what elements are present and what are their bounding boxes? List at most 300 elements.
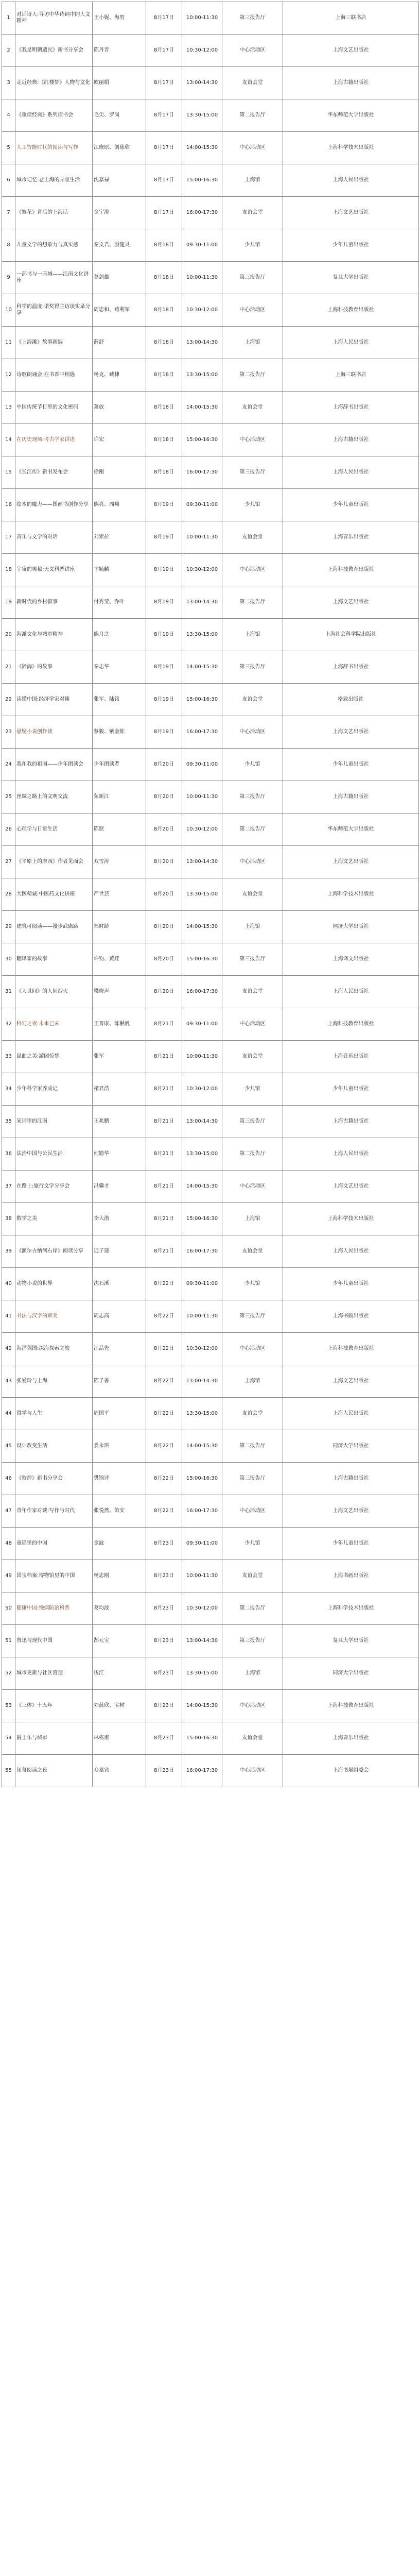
row-number: 20 bbox=[2, 619, 15, 651]
row-number: 22 bbox=[2, 684, 15, 716]
row-number: 41 bbox=[2, 1300, 15, 1333]
event-title: 数学之美 bbox=[15, 1203, 93, 1235]
guest-names: 冯骥才 bbox=[93, 1171, 146, 1203]
event-title: 海派文化与城市精神 bbox=[15, 619, 93, 651]
host-organization: 少年儿童出版社 bbox=[283, 1073, 419, 1106]
event-title: 在历史现场:考古学家讲述 bbox=[15, 424, 93, 456]
row-number: 4 bbox=[2, 99, 15, 132]
event-venue: 第三报告厅 bbox=[222, 943, 283, 976]
event-time: 10:30-12:00 bbox=[182, 294, 222, 327]
guest-names: 萧放 bbox=[93, 392, 146, 424]
event-venue: 上海馆 bbox=[222, 1203, 283, 1235]
event-date: 8月21日 bbox=[146, 1171, 182, 1203]
table-row bbox=[2, 1495, 419, 1528]
table-row bbox=[2, 1235, 419, 1268]
row-number: 55 bbox=[2, 1755, 15, 1787]
guest-names: 少年朗读者 bbox=[93, 749, 146, 781]
event-venue: 第三报告厅 bbox=[222, 2, 283, 35]
event-date: 8月22日 bbox=[146, 1430, 182, 1463]
row-number: 35 bbox=[2, 1106, 15, 1138]
guest-names: 张悦然、笛安 bbox=[93, 1495, 146, 1528]
table-row bbox=[2, 424, 419, 456]
event-venue: 第三报告厅 bbox=[222, 262, 283, 294]
row-number: 26 bbox=[2, 814, 15, 846]
host-organization: 少年儿童出版社 bbox=[283, 1528, 419, 1560]
event-time: 13:00-14:30 bbox=[182, 1625, 222, 1657]
event-date: 8月22日 bbox=[146, 1463, 182, 1495]
event-time: 16:00-17:30 bbox=[182, 1755, 222, 1787]
event-title: 《三体》十五年 bbox=[15, 1690, 93, 1722]
event-date: 8月18日 bbox=[146, 229, 182, 262]
event-venue: 友谊会堂 bbox=[222, 197, 283, 229]
event-date: 8月17日 bbox=[146, 132, 182, 164]
host-organization: 上海古籍出版社 bbox=[283, 1463, 419, 1495]
event-venue: 第二报告厅 bbox=[222, 1430, 283, 1463]
event-time: 10:30-12:00 bbox=[182, 1073, 222, 1106]
table-row bbox=[2, 619, 419, 651]
row-number: 46 bbox=[2, 1463, 15, 1495]
event-time: 13:30-15:00 bbox=[182, 619, 222, 651]
table-row bbox=[2, 456, 419, 489]
event-date: 8月19日 bbox=[146, 716, 182, 749]
event-title: 动物小说的世界 bbox=[15, 1268, 93, 1300]
event-title: 健康中国:慢病防治科普 bbox=[15, 1592, 93, 1625]
host-organization: 格致出版社 bbox=[283, 684, 419, 716]
host-organization: 上海书展组委会 bbox=[283, 1755, 419, 1787]
row-number: 45 bbox=[2, 1430, 15, 1463]
event-time: 14:00-15:30 bbox=[182, 651, 222, 684]
event-title: 人工智能时代的阅读与写作 bbox=[15, 132, 93, 164]
event-schedule-table bbox=[2, 2, 419, 1787]
event-date: 8月22日 bbox=[146, 1495, 182, 1528]
event-time: 09:30-11:00 bbox=[182, 749, 222, 781]
table-row bbox=[2, 521, 419, 554]
row-number: 48 bbox=[2, 1528, 15, 1560]
event-venue: 第三报告厅 bbox=[222, 651, 283, 684]
event-date: 8月22日 bbox=[146, 1268, 182, 1300]
event-date: 8月21日 bbox=[146, 1106, 182, 1138]
event-time: 13:30-15:00 bbox=[182, 878, 222, 911]
event-time: 10:30-12:00 bbox=[182, 35, 222, 67]
event-title: 法治中国与公民生活 bbox=[15, 1138, 93, 1171]
guest-names: 周国平 bbox=[93, 1398, 146, 1430]
host-organization: 上海社会科学院出版社 bbox=[283, 619, 419, 651]
event-time: 09:30-11:00 bbox=[182, 1268, 222, 1300]
event-title: 诗歌朗诵会:在书香中相遇 bbox=[15, 359, 93, 392]
table-row bbox=[2, 489, 419, 521]
host-organization: 上海人民出版社 bbox=[283, 1398, 419, 1430]
host-organization: 上海人民出版社 bbox=[283, 1235, 419, 1268]
event-venue: 第三报告厅 bbox=[222, 1463, 283, 1495]
event-time: 15:00-16:30 bbox=[182, 684, 222, 716]
guest-names: 徐刚 bbox=[93, 456, 146, 489]
host-organization: 上海古籍出版社 bbox=[283, 1106, 419, 1138]
guest-names: 江晓原、刘慈欣 bbox=[93, 132, 146, 164]
guest-names: 娄永琪 bbox=[93, 1430, 146, 1463]
guest-names: 薛舒 bbox=[93, 327, 146, 359]
event-time: 13:00-14:30 bbox=[182, 67, 222, 99]
event-venue: 中心活动区 bbox=[222, 1008, 283, 1041]
table-row bbox=[2, 1430, 419, 1463]
host-organization: 上海文艺出版社 bbox=[283, 197, 419, 229]
guest-names: 杨志刚 bbox=[93, 1560, 146, 1592]
table-row bbox=[2, 554, 419, 586]
host-organization: 上海文艺出版社 bbox=[283, 1495, 419, 1528]
event-title: 《我是明朝遗民》新书分享会 bbox=[15, 35, 93, 67]
event-venue: 中心活动区 bbox=[222, 846, 283, 878]
event-venue: 中心活动区 bbox=[222, 1171, 283, 1203]
event-venue: 友谊会堂 bbox=[222, 684, 283, 716]
event-venue: 友谊会堂 bbox=[222, 1235, 283, 1268]
guest-names: 葛剑雄 bbox=[93, 262, 146, 294]
table-row bbox=[2, 1463, 419, 1495]
guest-names: 秦文君、殷健灵 bbox=[93, 229, 146, 262]
guest-names: 王小妮、海男 bbox=[93, 2, 146, 35]
table-row bbox=[2, 1657, 419, 1690]
guest-names: 金波 bbox=[93, 1528, 146, 1560]
guest-names: 张军、陆铭 bbox=[93, 684, 146, 716]
table-row bbox=[2, 132, 419, 164]
host-organization: 上海科学技术出版社 bbox=[283, 132, 419, 164]
event-time: 10:00-11:30 bbox=[182, 1041, 222, 1073]
event-venue: 少儿馆 bbox=[222, 1528, 283, 1560]
event-title: 心理学与日常生活 bbox=[15, 814, 93, 846]
event-title: 悬疑小说创作谈 bbox=[15, 716, 93, 749]
row-number: 10 bbox=[2, 294, 15, 327]
event-venue: 友谊会堂 bbox=[222, 878, 283, 911]
row-number: 29 bbox=[2, 911, 15, 943]
event-title: 海洋强国:深海探索之旅 bbox=[15, 1333, 93, 1365]
event-venue: 中心活动区 bbox=[222, 1755, 283, 1787]
table-row bbox=[2, 1755, 419, 1787]
event-time: 15:00-16:30 bbox=[182, 1722, 222, 1755]
guest-names: 陈默 bbox=[93, 814, 146, 846]
event-time: 15:00-16:30 bbox=[182, 424, 222, 456]
event-venue: 友谊会堂 bbox=[222, 1398, 283, 1430]
row-number: 23 bbox=[2, 716, 15, 749]
event-title: 绘本的魔力——图画书创作分享 bbox=[15, 489, 93, 521]
event-date: 8月17日 bbox=[146, 35, 182, 67]
row-number: 2 bbox=[2, 35, 15, 67]
event-venue: 第三报告厅 bbox=[222, 1106, 283, 1138]
event-time: 13:00-14:30 bbox=[182, 846, 222, 878]
event-venue: 第二报告厅 bbox=[222, 1592, 283, 1625]
event-title: 科幻之夜:未来已来 bbox=[15, 1008, 93, 1041]
event-date: 8月20日 bbox=[146, 846, 182, 878]
host-organization: 上海文艺出版社 bbox=[283, 716, 419, 749]
event-time: 14:00-15:30 bbox=[182, 1171, 222, 1203]
event-date: 8月17日 bbox=[146, 99, 182, 132]
event-venue: 少儿馆 bbox=[222, 749, 283, 781]
event-date: 8月18日 bbox=[146, 424, 182, 456]
event-venue: 中心活动区 bbox=[222, 424, 283, 456]
event-date: 8月21日 bbox=[146, 1041, 182, 1073]
row-number: 24 bbox=[2, 749, 15, 781]
event-title: 读懂中国:经济学家对谈 bbox=[15, 684, 93, 716]
event-date: 8月20日 bbox=[146, 814, 182, 846]
event-time: 16:00-17:30 bbox=[182, 716, 222, 749]
table-row bbox=[2, 1625, 419, 1657]
event-title: 《敦煌》新书分享会 bbox=[15, 1463, 93, 1495]
host-organization: 上海科技教育出版社 bbox=[283, 294, 419, 327]
event-venue: 中心活动区 bbox=[222, 1333, 283, 1365]
host-organization: 上海辞书出版社 bbox=[283, 651, 419, 684]
host-organization: 少年儿童出版社 bbox=[283, 229, 419, 262]
row-number: 5 bbox=[2, 132, 15, 164]
host-organization: 上海人民出版社 bbox=[283, 1138, 419, 1171]
event-venue: 第三报告厅 bbox=[222, 1625, 283, 1657]
event-date: 8月23日 bbox=[146, 1722, 182, 1755]
event-title: 张爱玲与上海 bbox=[15, 1365, 93, 1398]
row-number: 50 bbox=[2, 1592, 15, 1625]
event-time: 15:00-16:30 bbox=[182, 164, 222, 197]
guest-names: 蔡骏、紫金陈 bbox=[93, 716, 146, 749]
host-organization: 上海人民出版社 bbox=[283, 456, 419, 489]
table-row bbox=[2, 262, 419, 294]
event-date: 8月17日 bbox=[146, 67, 182, 99]
row-number: 43 bbox=[2, 1365, 15, 1398]
event-venue: 上海馆 bbox=[222, 1657, 283, 1690]
guest-names: 许钧、黄荭 bbox=[93, 943, 146, 976]
host-organization: 上海人民出版社 bbox=[283, 164, 419, 197]
guest-names: 众嘉宾 bbox=[93, 1755, 146, 1787]
event-title: 大医精诚:中医药文化讲座 bbox=[15, 878, 93, 911]
event-time: 10:30-12:00 bbox=[182, 1592, 222, 1625]
event-time: 16:00-17:30 bbox=[182, 1495, 222, 1528]
guest-names: 秦志华 bbox=[93, 651, 146, 684]
table-row bbox=[2, 35, 419, 67]
table-row bbox=[2, 2, 419, 35]
table-row bbox=[2, 1300, 419, 1333]
event-time: 15:00-16:30 bbox=[182, 943, 222, 976]
event-venue: 友谊会堂 bbox=[222, 1041, 283, 1073]
event-date: 8月20日 bbox=[146, 749, 182, 781]
row-number: 49 bbox=[2, 1560, 15, 1592]
table-row bbox=[2, 1398, 419, 1430]
host-organization: 上海三联书店 bbox=[283, 359, 419, 392]
event-title: 《辞海》的故事 bbox=[15, 651, 93, 684]
event-time: 15:00-16:30 bbox=[182, 1203, 222, 1235]
event-date: 8月22日 bbox=[146, 1300, 182, 1333]
event-time: 09:30-11:00 bbox=[182, 1528, 222, 1560]
table-row bbox=[2, 814, 419, 846]
row-number: 19 bbox=[2, 586, 15, 619]
host-organization: 上海译文出版社 bbox=[283, 943, 419, 976]
guest-names: 迟子建 bbox=[93, 1235, 146, 1268]
row-number: 14 bbox=[2, 424, 15, 456]
event-title: 《长江传》新书发布会 bbox=[15, 456, 93, 489]
event-date: 8月17日 bbox=[146, 2, 182, 35]
event-venue: 少儿馆 bbox=[222, 1073, 283, 1106]
guest-names: 伍江 bbox=[93, 1657, 146, 1690]
host-organization: 上海文艺出版社 bbox=[283, 35, 419, 67]
row-number: 30 bbox=[2, 943, 15, 976]
event-date: 8月23日 bbox=[146, 1625, 182, 1657]
guest-names: 张军 bbox=[93, 1041, 146, 1073]
row-number: 54 bbox=[2, 1722, 15, 1755]
event-venue: 友谊会堂 bbox=[222, 1560, 283, 1592]
event-date: 8月21日 bbox=[146, 1073, 182, 1106]
event-time: 14:00-15:30 bbox=[182, 392, 222, 424]
event-time: 13:30-15:00 bbox=[182, 1138, 222, 1171]
event-venue: 第三报告厅 bbox=[222, 456, 283, 489]
host-organization: 华东师范大学出版社 bbox=[283, 99, 419, 132]
row-number: 11 bbox=[2, 327, 15, 359]
event-title: 中国传统节日里的文化密码 bbox=[15, 392, 93, 424]
event-date: 8月18日 bbox=[146, 359, 182, 392]
event-time: 13:00-14:30 bbox=[182, 1106, 222, 1138]
event-title: 《上海滩》故事新编 bbox=[15, 327, 93, 359]
event-title: 城市记忆:老上海的弄堂生活 bbox=[15, 164, 93, 197]
table-row bbox=[2, 651, 419, 684]
row-number: 42 bbox=[2, 1333, 15, 1365]
event-venue: 第二报告厅 bbox=[222, 1138, 283, 1171]
event-date: 8月19日 bbox=[146, 521, 182, 554]
table-row bbox=[2, 327, 419, 359]
table-row bbox=[2, 1268, 419, 1300]
event-title: 童谣里的中国 bbox=[15, 1528, 93, 1560]
event-date: 8月23日 bbox=[146, 1657, 182, 1690]
host-organization: 上海文艺出版社 bbox=[283, 846, 419, 878]
event-venue: 中心活动区 bbox=[222, 554, 283, 586]
event-date: 8月23日 bbox=[146, 1528, 182, 1560]
table-row bbox=[2, 1560, 419, 1592]
event-date: 8月20日 bbox=[146, 976, 182, 1008]
event-date: 8月17日 bbox=[146, 164, 182, 197]
host-organization: 上海科学技术出版社 bbox=[283, 1592, 419, 1625]
event-title: 新时代的乡村叙事 bbox=[15, 586, 93, 619]
table-row bbox=[2, 1138, 419, 1171]
event-title: 《繁花》背后的上海话 bbox=[15, 197, 93, 229]
event-title: 书法与汉字的审美 bbox=[15, 1300, 93, 1333]
table-row bbox=[2, 684, 419, 716]
event-venue: 上海馆 bbox=[222, 911, 283, 943]
event-date: 8月22日 bbox=[146, 1333, 182, 1365]
guest-names: 金宇澄 bbox=[93, 197, 146, 229]
guest-names: 郜元宝 bbox=[93, 1625, 146, 1657]
event-venue: 第二报告厅 bbox=[222, 586, 283, 619]
event-time: 13:30-15:00 bbox=[182, 1398, 222, 1430]
event-title: 儿童文学的想象力与真实感 bbox=[15, 229, 93, 262]
row-number: 51 bbox=[2, 1625, 15, 1657]
table-row bbox=[2, 1171, 419, 1203]
event-time: 10:00-11:30 bbox=[182, 262, 222, 294]
guest-names: 沈嘉禄 bbox=[93, 164, 146, 197]
event-venue: 第二报告厅 bbox=[222, 99, 283, 132]
guest-names: 郑时龄 bbox=[93, 911, 146, 943]
event-time: 10:30-12:00 bbox=[182, 814, 222, 846]
event-title: 建筑可阅读——漫步武康路 bbox=[15, 911, 93, 943]
event-venue: 上海馆 bbox=[222, 164, 283, 197]
event-time: 10:00-11:30 bbox=[182, 781, 222, 814]
guest-names: 樊锦诗 bbox=[93, 1463, 146, 1495]
host-organization: 上海书画出版社 bbox=[283, 1560, 419, 1592]
event-title: 爵士乐与城市 bbox=[15, 1722, 93, 1755]
row-number: 27 bbox=[2, 846, 15, 878]
guest-names: 熊月之 bbox=[93, 619, 146, 651]
event-venue: 第三报告厅 bbox=[222, 1300, 283, 1333]
guest-names: 周志高 bbox=[93, 1300, 146, 1333]
host-organization: 上海古籍出版社 bbox=[283, 781, 419, 814]
table-row bbox=[2, 392, 419, 424]
event-time: 14:00-15:30 bbox=[182, 1430, 222, 1463]
row-number: 15 bbox=[2, 456, 15, 489]
host-organization: 上海音乐出版社 bbox=[283, 1041, 419, 1073]
table-row bbox=[2, 1106, 419, 1138]
host-organization: 上海科技教育出版社 bbox=[283, 1008, 419, 1041]
event-venue: 中心活动区 bbox=[222, 1690, 283, 1722]
event-time: 09:30-11:00 bbox=[182, 1008, 222, 1041]
guest-names: 沈石溪 bbox=[93, 1268, 146, 1300]
row-number: 44 bbox=[2, 1398, 15, 1430]
event-venue: 友谊会堂 bbox=[222, 392, 283, 424]
event-title: 走近经典:《红楼梦》人物与文化 bbox=[15, 67, 93, 99]
event-title: 翻译家的故事 bbox=[15, 943, 93, 976]
event-date: 8月19日 bbox=[146, 651, 182, 684]
row-number: 52 bbox=[2, 1657, 15, 1690]
event-date: 8月19日 bbox=[146, 586, 182, 619]
event-date: 8月21日 bbox=[146, 1008, 182, 1041]
table-row bbox=[2, 943, 419, 976]
event-date: 8月23日 bbox=[146, 1755, 182, 1787]
event-date: 8月20日 bbox=[146, 943, 182, 976]
host-organization: 上海文艺出版社 bbox=[283, 586, 419, 619]
table-row bbox=[2, 1365, 419, 1398]
event-time: 13:00-14:30 bbox=[182, 586, 222, 619]
host-organization: 上海科学技术出版社 bbox=[283, 1203, 419, 1235]
guest-names: 卞毓麟 bbox=[93, 554, 146, 586]
event-title: 对话诗人:寻访中华诗词中的人文精神 bbox=[15, 2, 93, 35]
event-title: 少年科学家养成记 bbox=[15, 1073, 93, 1106]
event-time: 10:00-11:30 bbox=[182, 1300, 222, 1333]
event-title: 宋词里的江南 bbox=[15, 1106, 93, 1138]
event-time: 13:30-15:00 bbox=[182, 359, 222, 392]
event-date: 8月18日 bbox=[146, 294, 182, 327]
host-organization: 少年儿童出版社 bbox=[283, 1268, 419, 1300]
event-date: 8月20日 bbox=[146, 781, 182, 814]
event-time: 14:00-15:30 bbox=[182, 1690, 222, 1722]
guest-names: 毛尖、罗岗 bbox=[93, 99, 146, 132]
guest-names: 周忠和、苟利军 bbox=[93, 294, 146, 327]
table-row bbox=[2, 1690, 419, 1722]
host-organization: 上海三联书店 bbox=[283, 2, 419, 35]
row-number: 37 bbox=[2, 1171, 15, 1203]
event-venue: 上海馆 bbox=[222, 1365, 283, 1398]
event-venue: 中心活动区 bbox=[222, 716, 283, 749]
host-organization: 复旦大学出版社 bbox=[283, 1625, 419, 1657]
table-row bbox=[2, 781, 419, 814]
table-row bbox=[2, 586, 419, 619]
schedule-rows bbox=[2, 2, 419, 1787]
event-time: 10:00-11:30 bbox=[182, 1560, 222, 1592]
event-time: 13:00-14:30 bbox=[182, 1365, 222, 1398]
row-number: 9 bbox=[2, 262, 15, 294]
row-number: 7 bbox=[2, 197, 15, 229]
event-date: 8月18日 bbox=[146, 456, 182, 489]
table-row bbox=[2, 294, 419, 327]
table-row bbox=[2, 1592, 419, 1625]
guest-names: 梁晓声 bbox=[93, 976, 146, 1008]
table-row bbox=[2, 99, 419, 132]
table-row bbox=[2, 229, 419, 262]
event-venue: 友谊会堂 bbox=[222, 976, 283, 1008]
guest-names: 林栋甫 bbox=[93, 1722, 146, 1755]
table-row bbox=[2, 1333, 419, 1365]
guest-names: 褚君浩 bbox=[93, 1073, 146, 1106]
host-organization: 上海人民出版社 bbox=[283, 976, 419, 1008]
event-venue: 友谊会堂 bbox=[222, 1722, 283, 1755]
table-row bbox=[2, 1073, 419, 1106]
